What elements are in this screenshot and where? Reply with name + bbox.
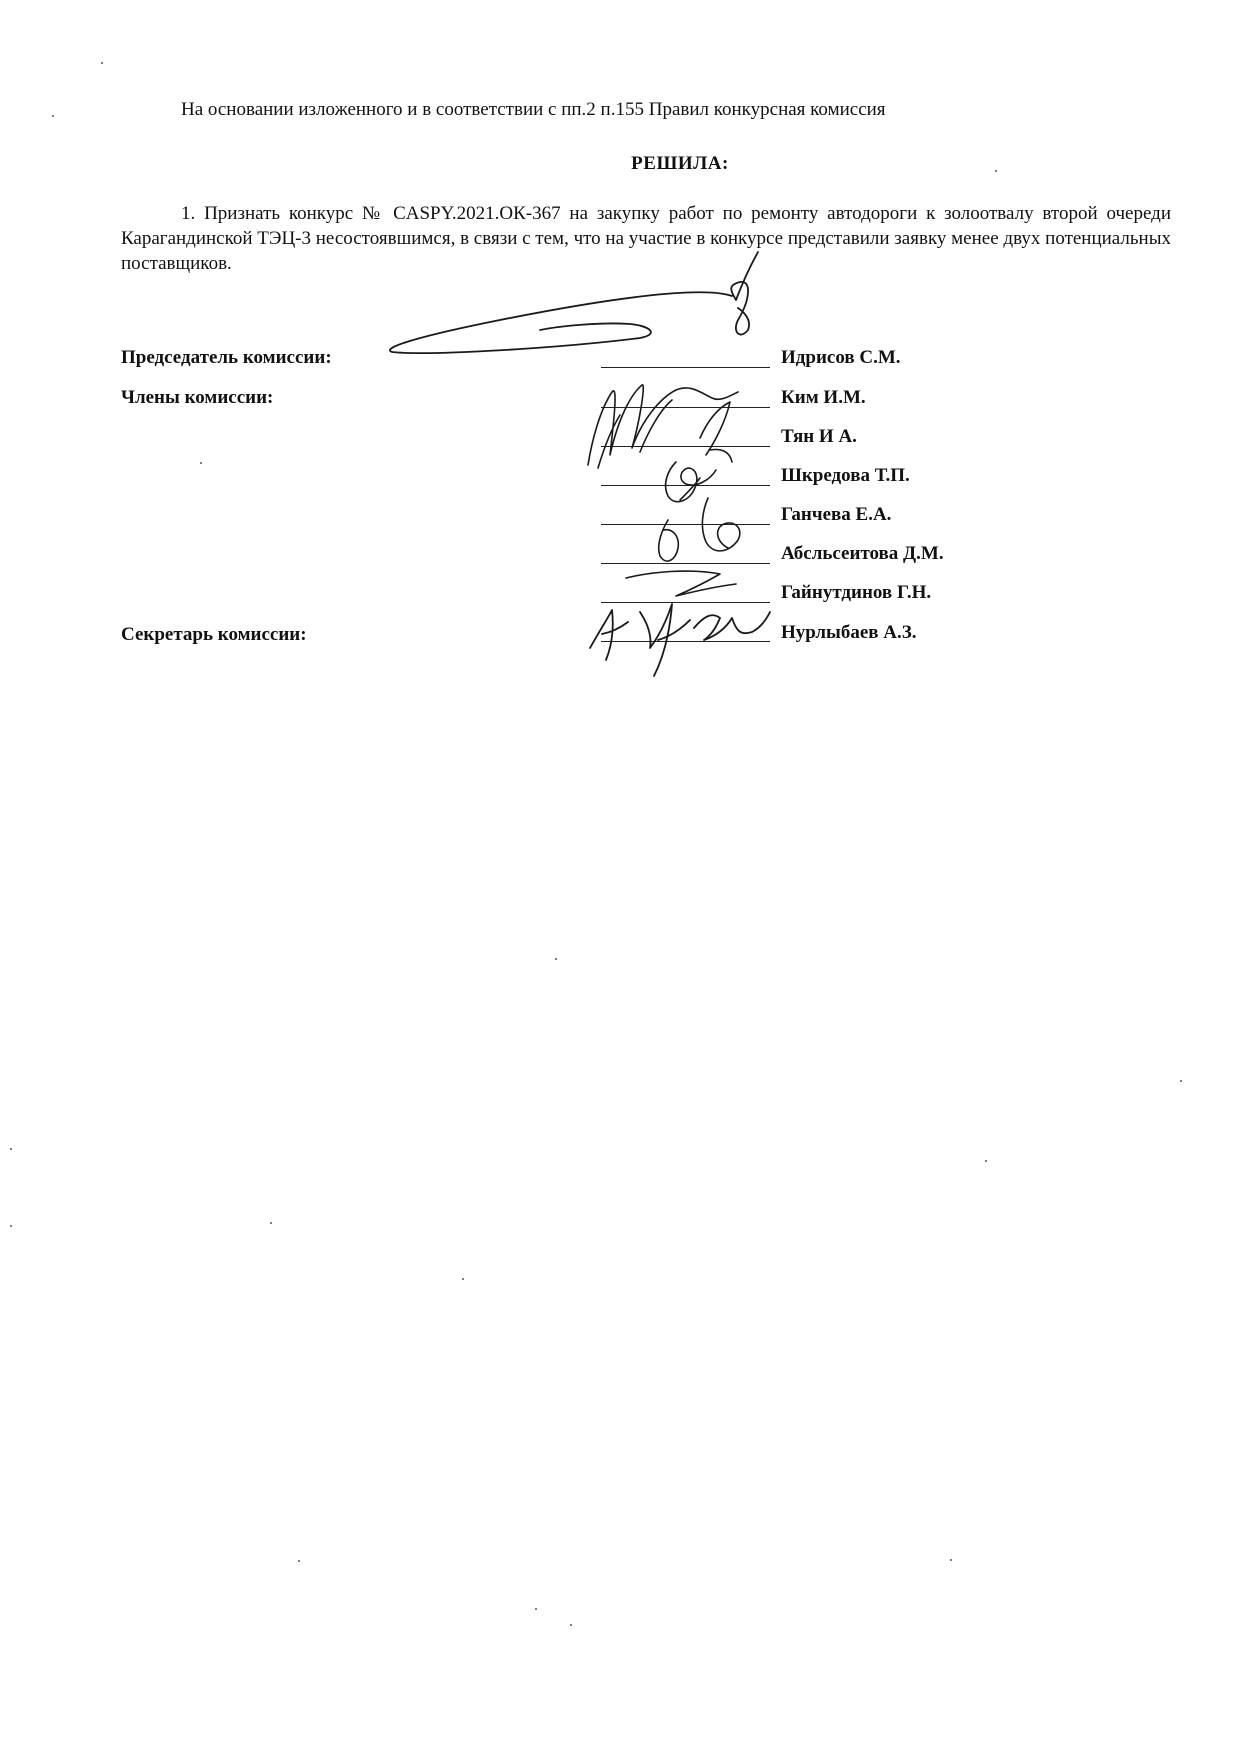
intro-paragraph: На основании изложенного и в соответствии с пп.2 п.155 Правил конкурсная комиссия <box>181 99 886 120</box>
member-name-shkredova: Шкредова Т.П. <box>781 465 910 486</box>
member-name-gainutdinov: Гайнутдинов Г.Н. <box>781 582 932 603</box>
scan-speck <box>200 462 202 464</box>
member-name-abseitova: Абсльсеитова Д.М. <box>781 543 944 564</box>
signature-kim <box>588 385 738 468</box>
signature-line-7 <box>601 602 770 603</box>
scan-speck <box>995 170 997 172</box>
scan-speck <box>270 1222 272 1224</box>
decision-heading: РЕШИЛА: <box>631 153 729 174</box>
member-name-tyan: Тян И А. <box>781 426 857 447</box>
scan-speck <box>570 1624 572 1626</box>
signature-line-3 <box>601 446 770 447</box>
signature-line-4 <box>601 485 770 486</box>
scan-speck <box>52 115 54 117</box>
scan-speck <box>950 1559 952 1561</box>
signature-abseitova <box>626 571 736 596</box>
signature-line-2 <box>601 407 770 408</box>
member-name-gancheva: Ганчева Е.А. <box>781 504 892 525</box>
secretary-label: Секретарь комиссии: <box>121 624 307 645</box>
scan-speck <box>1180 1080 1182 1082</box>
signature-gancheva <box>659 498 740 561</box>
scan-speck <box>298 1560 300 1562</box>
scan-speck <box>101 62 103 64</box>
member-name-nurlybaev: Нурлыбаев А.З. <box>781 622 917 643</box>
signature-tyan <box>700 402 732 462</box>
signature-line-1 <box>601 367 770 368</box>
members-label: Члены комиссии: <box>121 387 274 408</box>
scan-speck <box>985 1160 987 1162</box>
signature-shkredova <box>666 462 716 502</box>
member-name-kim: Ким И.М. <box>781 387 866 408</box>
scan-speck <box>10 1148 12 1150</box>
chairman-label: Председатель комиссии: <box>121 347 332 368</box>
signature-line-6 <box>601 563 770 564</box>
signature-line-8 <box>601 641 770 642</box>
scan-speck <box>555 958 557 960</box>
signature-nurlybaev <box>590 604 770 676</box>
scan-speck <box>10 1225 12 1227</box>
decision-paragraph: 1. Признать конкурс № CASPY.2021.ОК-367 на закупку работ по ремонту автодороги к золоотвалу второй очереди Карагандинской ТЭЦ-3 несостоявшимся, в связи с тем, что на участие в конкурсе представили заявку менее двух потенциальных поставщиков. <box>121 203 1171 274</box>
member-name-idrisov: Идрисов С.М. <box>781 347 901 368</box>
scan-speck <box>535 1608 537 1610</box>
scan-speck <box>462 1278 464 1280</box>
signature-line-5 <box>601 524 770 525</box>
